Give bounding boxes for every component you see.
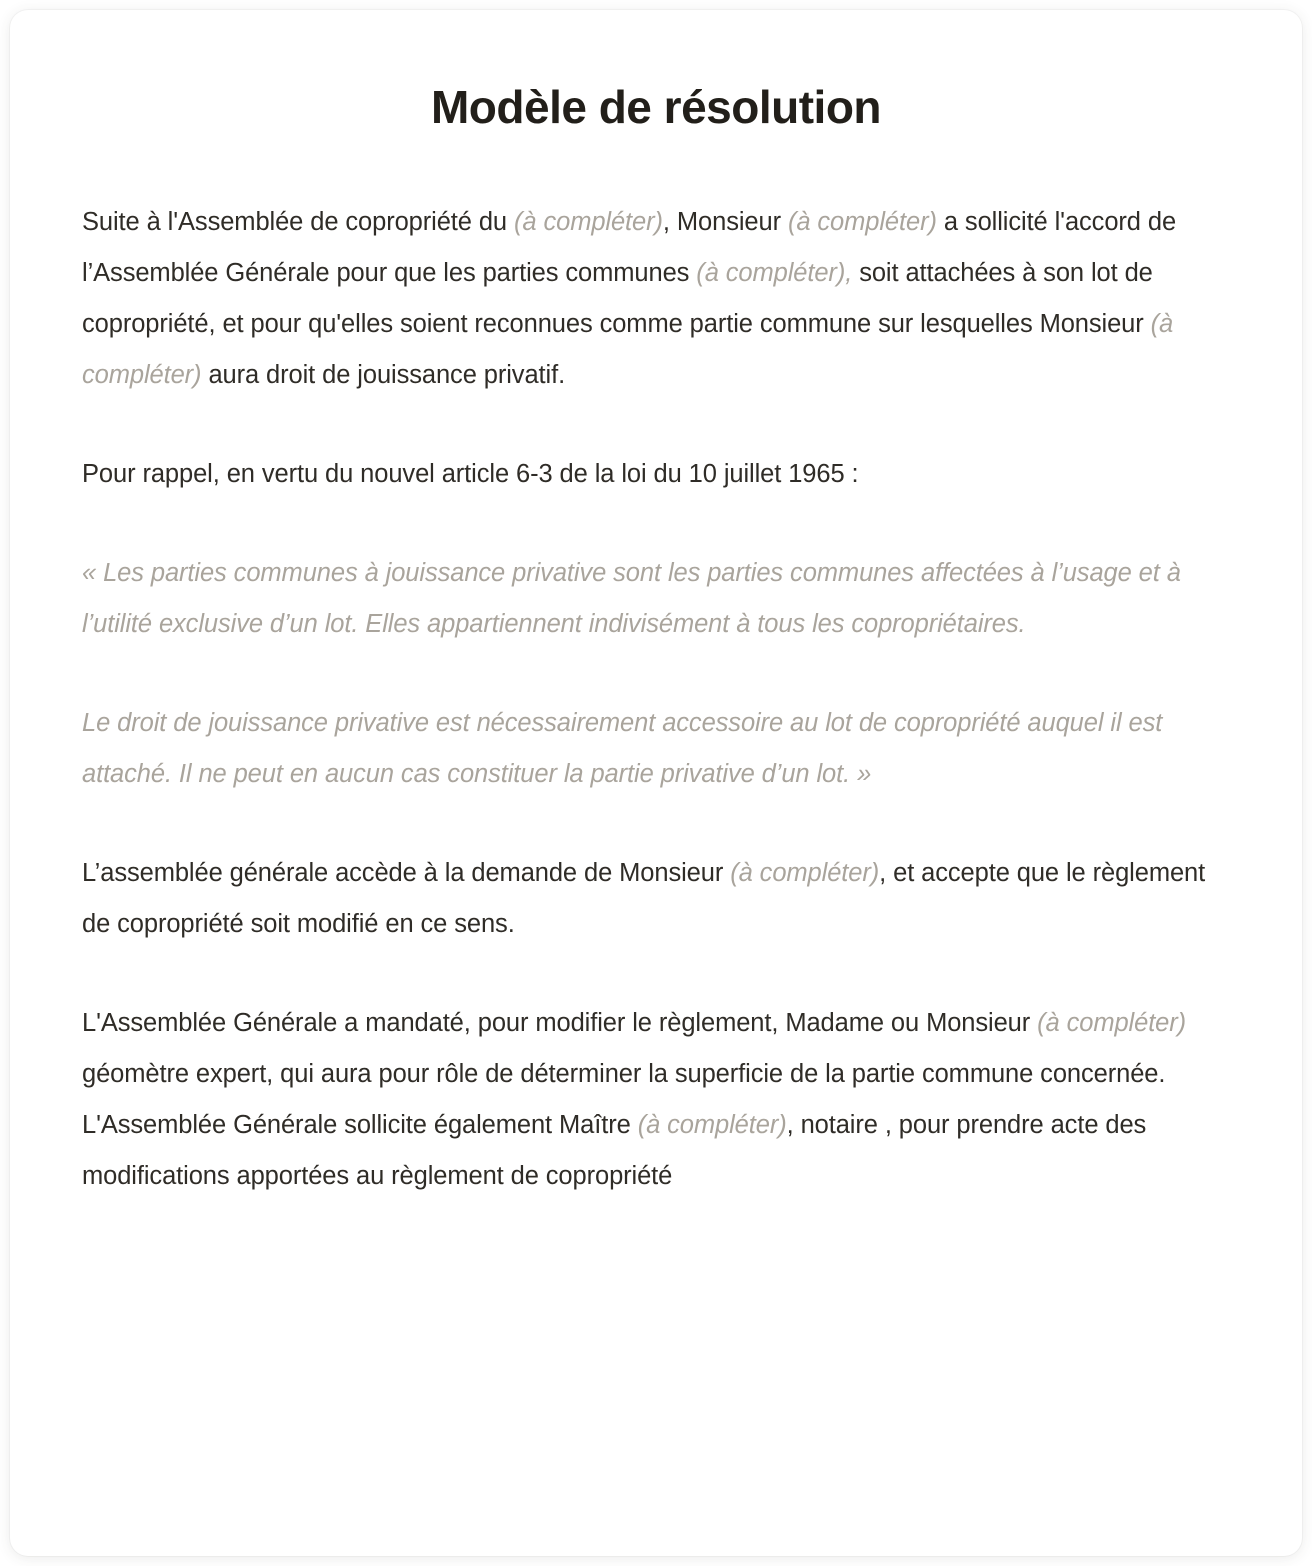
body-text: Pour rappel, en vertu du nouvel article 6-3 de la loi du 10 juillet 1965 : xyxy=(82,459,859,488)
body-text: L'Assemblée Générale a mandaté, pour modifier le règlement, Madame ou Monsieur xyxy=(82,1008,1038,1037)
placeholder-text: Le droit de jouissance privative est nécessairement accessoire au lot de copropriété auquel il est attaché. Il ne peut en aucun cas constituer la partie privative d’un lot. » xyxy=(82,708,1163,788)
document-card xyxy=(10,10,1302,1556)
body-text: Suite à l'Assemblée de copropriété du xyxy=(82,207,514,236)
placeholder-text: « Les parties communes à jouissance privative sont les parties communes affectées à l’usage et à l’utilité exclusive d’un lot. Elles appartiennent indivisément à tous les copropriétaires. xyxy=(82,558,1181,638)
body-text: géomètre expert, qui aura pour rôle de déterminer la superficie de la partie commune concernée. L'Assemblée Générale sollicite également Maître xyxy=(82,1059,1166,1139)
placeholder-text: (à compléter), xyxy=(696,258,853,287)
document-body xyxy=(10,133,1302,1202)
body-text: a sollicité l'accord de l’Assemblée Générale pour que les parties communes xyxy=(82,207,1177,287)
placeholder-text: (à compléter) xyxy=(730,858,880,887)
body-text: soit attachées à son lot de copropriété, et pour qu'elles soient reconnues comme partie commune sur lesquelles Monsieur xyxy=(82,258,1153,338)
quote-paragraph-2 xyxy=(82,698,1240,800)
body-text: , et accepte que le règlement de copropriété soit modifié en ce sens. xyxy=(82,858,1206,938)
body-text: , Monsieur xyxy=(662,207,788,236)
paragraph-1 xyxy=(82,197,1240,401)
body-text: aura droit de jouissance privatif. xyxy=(201,360,566,389)
body-text: L’assemblée générale accède à la demande de Monsieur xyxy=(82,858,731,887)
paragraph-4 xyxy=(82,998,1240,1202)
quote-paragraph-1 xyxy=(82,548,1240,650)
placeholder-text: (à compléter) xyxy=(82,309,1174,389)
page-title: Modèle de résolution xyxy=(430,81,882,133)
paragraph-3 xyxy=(82,848,1240,950)
body-text: , notaire , pour prendre acte des modifications apportées au règlement de copropriété xyxy=(82,1110,1147,1190)
placeholder-text: (à compléter) xyxy=(787,207,937,236)
placeholder-text: (à compléter) xyxy=(1037,1008,1187,1037)
placeholder-text: (à compléter) xyxy=(637,1110,787,1139)
placeholder-text: (à compléter) xyxy=(514,207,663,236)
paragraph-2 xyxy=(82,449,1240,500)
